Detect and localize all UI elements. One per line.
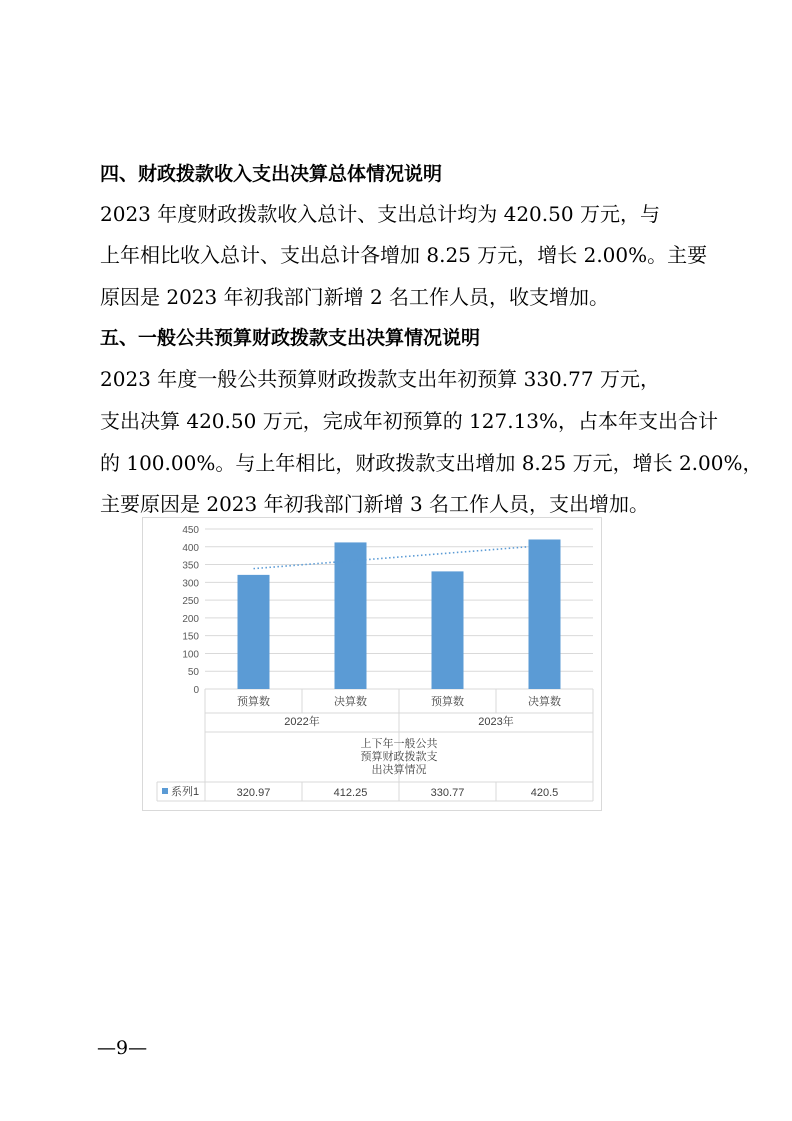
y-tick-label: 100 (182, 649, 199, 661)
axis-title-line: 出决算情况 (371, 764, 427, 776)
section5-line-3: 的 100.00%。与上年相比，财政拨款支出增加 8.25 万元，增长 2.00%， (100, 451, 763, 475)
y-tick-label: 350 (182, 560, 199, 572)
table-value: 320.97 (236, 787, 271, 799)
y-tick-label: 200 (182, 613, 199, 625)
y-tick-label: 0 (193, 685, 199, 696)
table-value: 412.25 (333, 787, 368, 799)
trendline (254, 545, 545, 568)
section4-line-3: 原因是 2023 年初我部门新增 2 名工作人员，收支增加。 (100, 285, 610, 309)
group-label: 2023年 (478, 716, 514, 728)
section4-heading: 四、财政拨款收入支出决算总体情况说明 (100, 163, 443, 185)
y-tick-label: 400 (182, 542, 199, 554)
section5-line-1: 2023 年度一般公共预算财政拨款支出年初预算 330.77 万元， (100, 367, 660, 391)
category-label: 预算数 (431, 696, 464, 708)
section5-heading: 五、一般公共预算财政拨款支出决算情况说明 (100, 327, 481, 349)
section4-line-2: 上年相比收入总计、支出总计各增加 8.25 万元，增长 2.00%。主要 (100, 243, 708, 267)
section5-line-2: 支出决算 420.50 万元，完成年初预算的 127.13%，占本年支出合计 (100, 409, 719, 433)
legend-label: 系列1 (171, 786, 200, 798)
axis-title-line: 上下年一般公共 (360, 738, 438, 750)
y-tick-label: 150 (182, 631, 199, 643)
bar (238, 575, 270, 689)
chart-canvas (143, 518, 601, 810)
table-value: 330.77 (430, 787, 465, 799)
y-tick-label: 450 (182, 525, 199, 536)
bar (432, 571, 464, 689)
section4-line-1: 2023 年度财政拨款收入总计、支出总计均为 420.50 万元，与 (100, 202, 660, 226)
section5-line-4: 主要原因是 2023 年初我部门新增 3 名工作人员，支出增加。 (100, 492, 650, 516)
budget-chart (142, 517, 602, 811)
y-tick-label: 250 (182, 596, 199, 608)
page-number: —9— (97, 1037, 148, 1059)
y-tick-label: 50 (187, 667, 199, 679)
y-tick-label: 300 (182, 578, 199, 590)
axis-title-line: 预算财政拨款支 (360, 751, 438, 763)
legend-swatch (162, 788, 168, 794)
group-label: 2022年 (284, 716, 320, 728)
bar (529, 539, 561, 689)
table-value: 420.5 (530, 787, 559, 799)
category-label: 预算数 (237, 696, 270, 708)
category-label: 决算数 (528, 696, 561, 708)
bar (335, 542, 367, 689)
category-label: 决算数 (334, 696, 367, 708)
